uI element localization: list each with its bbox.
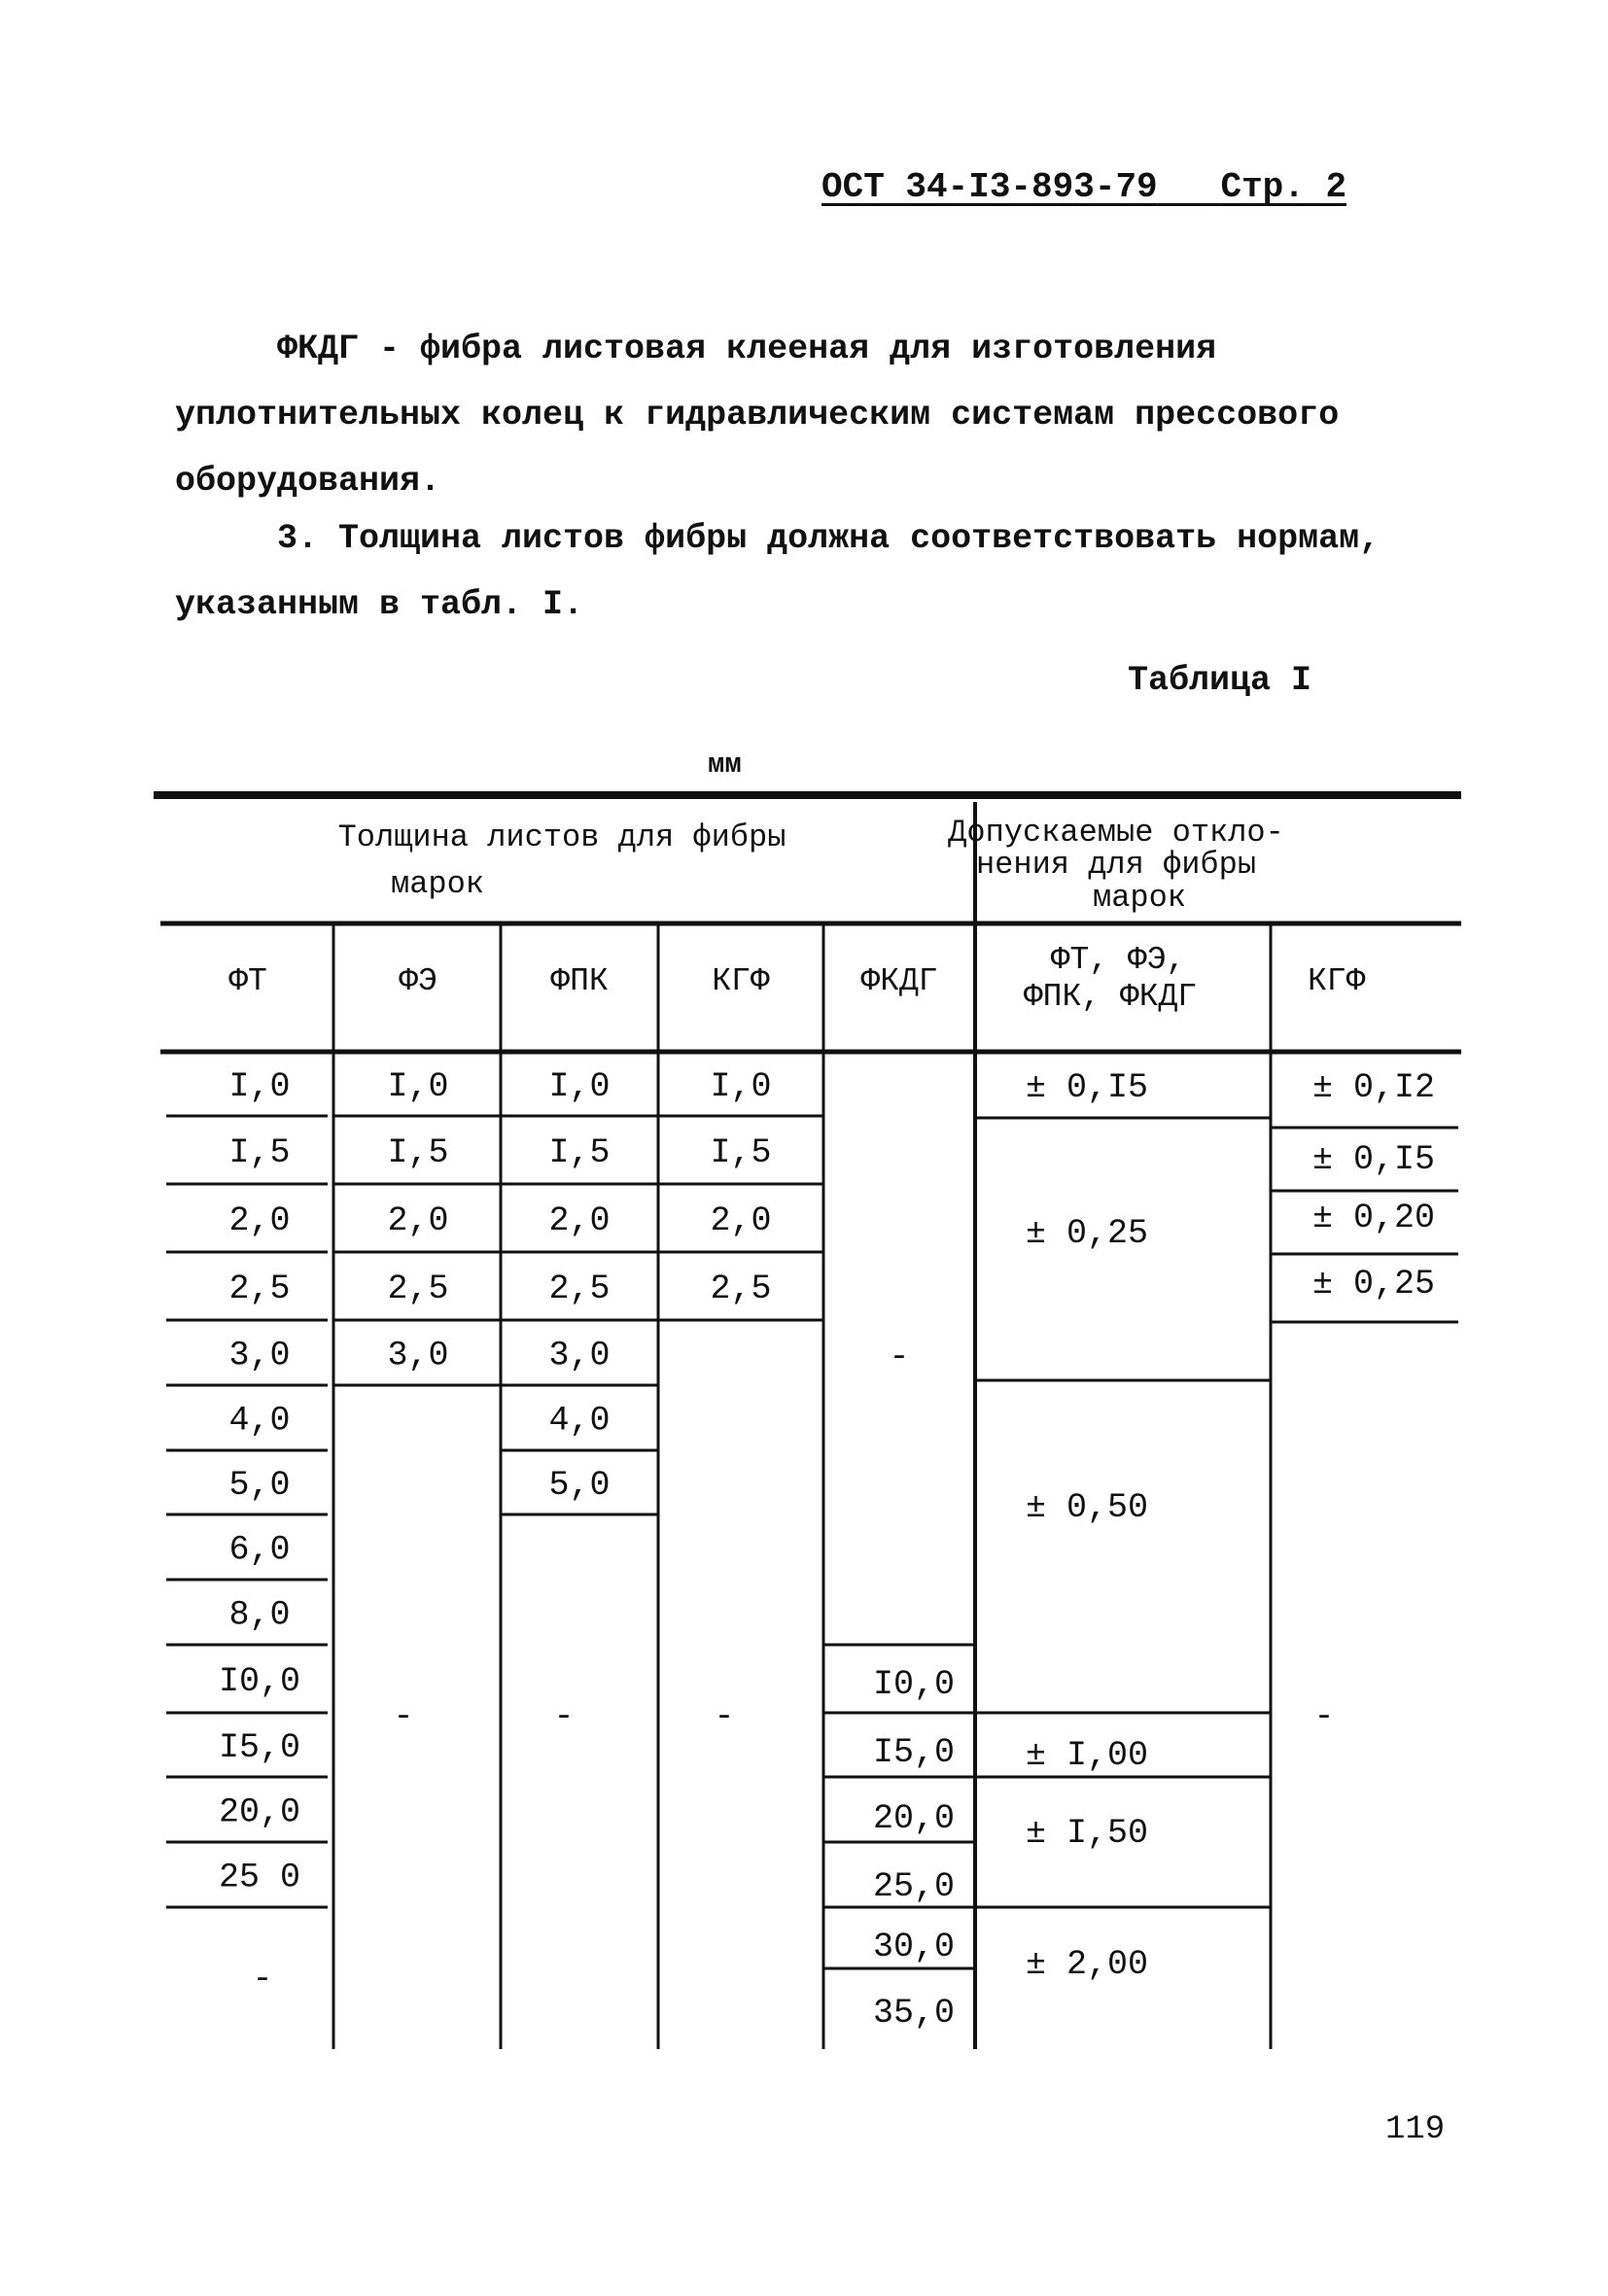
tolerance-value: ± I,50 — [1026, 1814, 1149, 1853]
tolerance-value: ± 0,I5 — [1026, 1068, 1149, 1107]
kgf-tolerance-column-label: КГФ — [1308, 963, 1366, 999]
fe-value: - — [393, 1697, 414, 1736]
ft-value: 4,0 — [228, 1401, 291, 1441]
fpk-value: I,0 — [548, 1067, 611, 1106]
fpk-value: - — [553, 1697, 575, 1736]
kgf-value: I,0 — [710, 1067, 772, 1106]
fpk-value: I,5 — [548, 1133, 611, 1172]
kgf-value: 2,0 — [710, 1201, 772, 1240]
ft-value: - — [252, 1960, 273, 1999]
tolerance-column-label-line1: ФТ, ФЭ, — [1050, 942, 1186, 978]
ft-value: I,5 — [228, 1133, 291, 1172]
tolerance-group-header-line1: Допускаемые откло- — [948, 815, 1284, 851]
page-label: Стр. 2 — [1220, 167, 1347, 207]
fpk-value: 3,0 — [548, 1336, 611, 1375]
column-label-0: ФТ — [228, 963, 267, 999]
kgf-tolerance-value: - — [1313, 1697, 1335, 1736]
ft-value: 2,0 — [228, 1201, 291, 1240]
tolerance-value: ± 2,00 — [1026, 1945, 1149, 1984]
fe-value: I,0 — [387, 1067, 449, 1106]
ft-value: 5,0 — [228, 1466, 291, 1505]
ft-value: 25 0 — [218, 1858, 301, 1897]
ft-value: I,0 — [228, 1067, 291, 1106]
kgf-value: 2,5 — [710, 1270, 772, 1308]
fkdg-value: 35,0 — [872, 1994, 956, 2033]
fkdg-value: 25,0 — [872, 1867, 956, 1906]
ft-value: 3,0 — [228, 1336, 291, 1375]
ft-value: 20,0 — [218, 1792, 301, 1832]
tolerance-column-label-line2: ФПК, ФКДГ — [1023, 979, 1198, 1015]
tolerance-value: ± I,00 — [1026, 1736, 1149, 1775]
column-label-1: ФЭ — [399, 963, 437, 999]
tolerance-group-header-line3: марок — [1092, 880, 1187, 916]
kgf-value: I,5 — [710, 1133, 772, 1172]
paragraph-definition: ФКДГ - фибра листовая клееная для изготовления уплотнительных колец к гидравлическим системам прессового оборудования. — [175, 330, 1340, 501]
fe-value: 2,0 — [387, 1201, 449, 1240]
kgf-tolerance-value: ± 0,I5 — [1312, 1140, 1436, 1179]
ft-value: 6,0 — [228, 1530, 291, 1570]
fpk-value: 2,0 — [548, 1201, 611, 1240]
fkdg-value: 20,0 — [872, 1799, 956, 1838]
paragraph-thickness-clause: 3. Толщина листов фибры должна соответствовать нормам, указанным в табл. I. — [175, 519, 1381, 624]
table-caption: Таблица I — [1128, 661, 1312, 700]
fe-value: 3,0 — [387, 1336, 449, 1375]
fe-value: I,5 — [387, 1133, 449, 1172]
fkdg-value: - — [889, 1338, 910, 1376]
fkdg-value: I5,0 — [872, 1733, 956, 1772]
units-label: мм — [708, 748, 742, 781]
fpk-value: 4,0 — [548, 1401, 611, 1441]
fkdg-value: 30,0 — [872, 1928, 956, 1966]
document-code: ОСТ 34-I3-893-79 — [821, 167, 1158, 207]
ft-value: I0,0 — [218, 1662, 301, 1701]
fpk-value: 5,0 — [548, 1466, 611, 1505]
tolerance-value: ± 0,25 — [1026, 1214, 1149, 1253]
ft-value: 2,5 — [228, 1270, 291, 1308]
kgf-tolerance-value: ± 0,20 — [1312, 1199, 1436, 1237]
fpk-value: 2,5 — [548, 1270, 611, 1308]
thickness-group-header-line2: марок — [390, 866, 485, 902]
ft-value: I5,0 — [218, 1728, 301, 1767]
column-label-3: КГФ — [712, 963, 770, 999]
fkdg-value: I0,0 — [872, 1665, 956, 1704]
thickness-group-header-line1: Толщина листов для фибры — [337, 819, 787, 855]
kgf-tolerance-value: ± 0,25 — [1312, 1265, 1436, 1304]
fe-value: 2,5 — [387, 1270, 449, 1308]
kgf-value: - — [714, 1697, 735, 1736]
page-number: 119 — [1385, 2111, 1446, 2148]
column-label-2: ФПК — [550, 963, 609, 999]
tolerance-value: ± 0,50 — [1026, 1488, 1149, 1527]
column-label-4: ФКДГ — [860, 963, 938, 999]
ft-value: 8,0 — [228, 1595, 291, 1635]
kgf-tolerance-value: ± 0,I2 — [1312, 1068, 1436, 1107]
tolerance-group-header-line2: нения для фибры — [975, 847, 1257, 883]
